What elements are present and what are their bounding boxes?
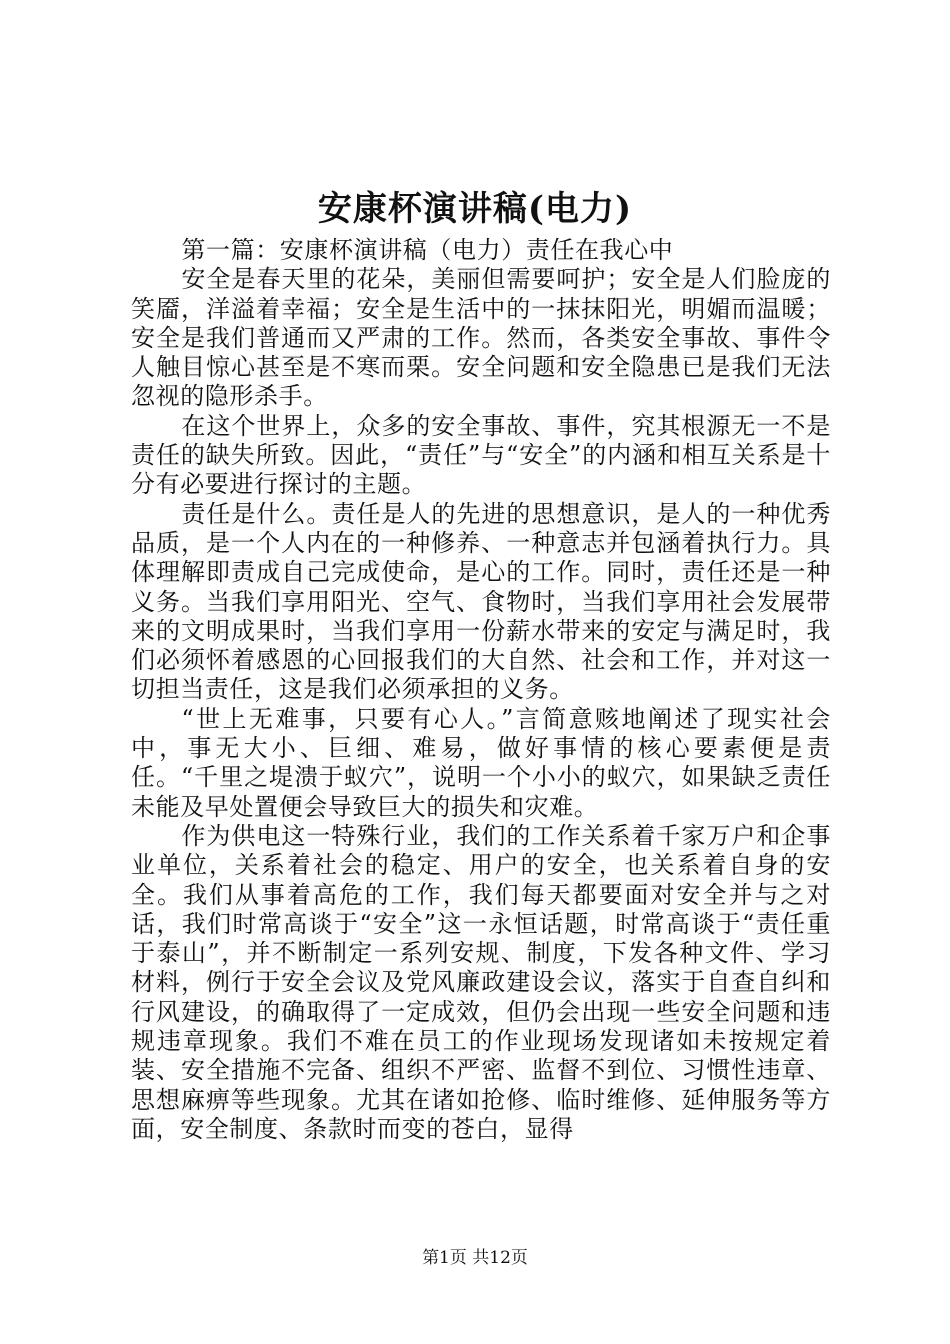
paragraph: 责任是什么。责任是人的先进的思想意识，是人的一种优秀品质，是一个人内在的一种修养、一种意志并包涵着执行力。具体理解即责成自己完成使命，是心的工作。同时，责任还是一种义务。当我们享用阳光、空气、食物时，当我们享用社会发展带来的文明成果时，当我们享用一份薪水带来的安定与满足时，我们必须怀着感恩的心回报我们的大自然、社会和工作，并对这一切担当责任，这是我们必须承担的义务。	[131, 499, 831, 704]
paragraph: 作为供电这一特殊行业，我们的工作关系着千家万户和企事业单位，关系着社会的稳定、用户的安全，也关系着自身的安全。我们从事着高危的工作，我们每天都要面对安全并与之对话，我们时常高谈于“安全”这一永恒话题，时常高谈于“责任重于泰山”，并不断制定一系列安规、制度，下发各种文件、学习材料，例行于安全会议及党风廉政建设会议，落实于自查自纠和行风建设，的确取得了一定成效，但仍会出现一些安全问题和违规违章现象。我们不难在员工的作业现场发现诸如未按规定着装、安全措施不完备、组织不严密、监督不到位、习惯性违章、思想麻痹等些现象。尤其在诸如抢修、临时维修、延伸服务等方面，安全制度、条款时而变的苍白，显得	[131, 821, 831, 1143]
document-body	[131, 236, 831, 1144]
paragraph: 在这个世界上，众多的安全事故、事件，究其根源无一不是责任的缺失所致。因此，“责任”与“安全”的内涵和相互关系是十分有必要进行探讨的主题。	[131, 411, 831, 499]
section-heading: 第一篇：安康杯演讲稿（电力）责任在我心中	[181, 236, 674, 264]
paragraph: 安全是春天里的花朵，美丽但需要呵护；安全是人们脸庞的笑靥，洋溢着幸福；安全是生活中的一抹抹阳光，明媚而温暖；安全是我们普通而又严肃的工作。然而，各类安全事故、事件令人触目惊心甚至是不寒而栗。安全问题和安全隐患已是我们无法忽视的隐形杀手。	[131, 265, 831, 411]
document-title: 安康杯演讲稿(电力)	[317, 189, 633, 229]
page-footer: 第1页 共12页	[422, 1248, 528, 1268]
paragraph: “世上无难事，只要有心人。”言简意赅地阐述了现实社会中，事无大小、巨细、难易，做好事情的核心要素便是责任。“千里之堤溃于蚁穴”，说明一个小小的蚁穴，如果缺乏责任未能及早处置便会导致巨大的损失和灾难。	[131, 704, 831, 821]
